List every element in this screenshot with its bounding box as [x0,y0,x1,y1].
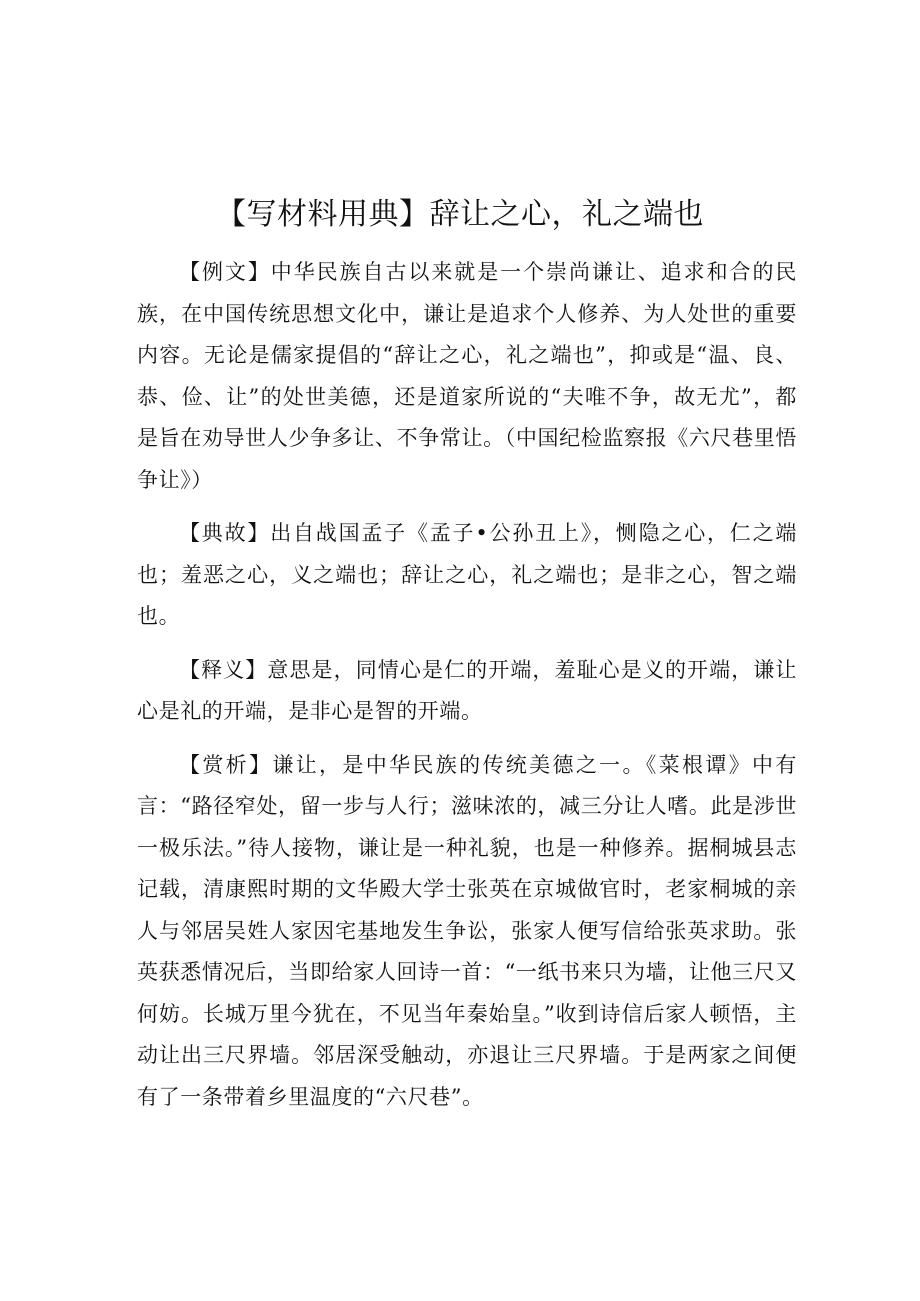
paragraph-label: 【赏析】 [179,752,273,777]
paragraph-text: 出自战国孟子《孟子•公孙丑上》，恻隐之心，仁之端也；羞恶之心，义之端也；辞让之心，礼之端也；是非之心，智之端也。 [137,521,797,628]
document-title: 【写材料用典】辞让之心，礼之端也 [216,197,704,232]
paragraph-meaning [137,650,797,733]
paragraph-text: 意思是，同情心是仁的开端，羞耻心是义的开端，谦让心是礼的开端，是非心是智的开端。 [137,657,797,723]
paragraph-label: 【释义】 [179,657,268,682]
paragraph-appreciation [137,745,797,1119]
paragraph-text: 中华民族自古以来就是一个崇尚谦让、追求和合的民族，在中国传统思想文化中，谦让是追求个人修养、为人处世的重要内容。无论是儒家提倡的“辞让之心，礼之端也”，抑或是“温、良、恭、俭、让”的处世美德，还是道家所说的“夫唯不争，故无尤”，都是旨在劝导世人少争多让、不争常让。（中国纪检监察报《六尺巷里悟争让》） [137,260,797,492]
paragraph-example [137,252,797,501]
paragraph-text: 谦让，是中华民族的传统美德之一。《菜根谭》中有言：“路径窄处，留一步与人行；滋味浓的，减三分让人嗜。此是涉世一极乐法。”待人接物，谦让是一种礼貌，也是一种修养。据桐城县志记载，清康熙时期的文华殿大学士张英在京城做官时，老家桐城的亲人与邻居吴姓人家因宅基地发生争讼，张家人便写信给张英求助。张英获悉情况后，当即给家人回诗一首：“一纸书来只为墙，让他三尺又何妨。长城万里今犹在，不见当年秦始皇。”收到诗信后家人顿悟，主动让出三尺界墙。邻居深受触动，亦退让三尺界墙。于是两家之间便有了一条带着乡里温度的“六尺巷”。 [137,752,797,1109]
paragraph-label: 【典故】 [179,521,271,545]
paragraph-allusion [137,513,797,638]
document-body [137,252,797,1130]
paragraph-label: 【例文】 [179,260,271,284]
